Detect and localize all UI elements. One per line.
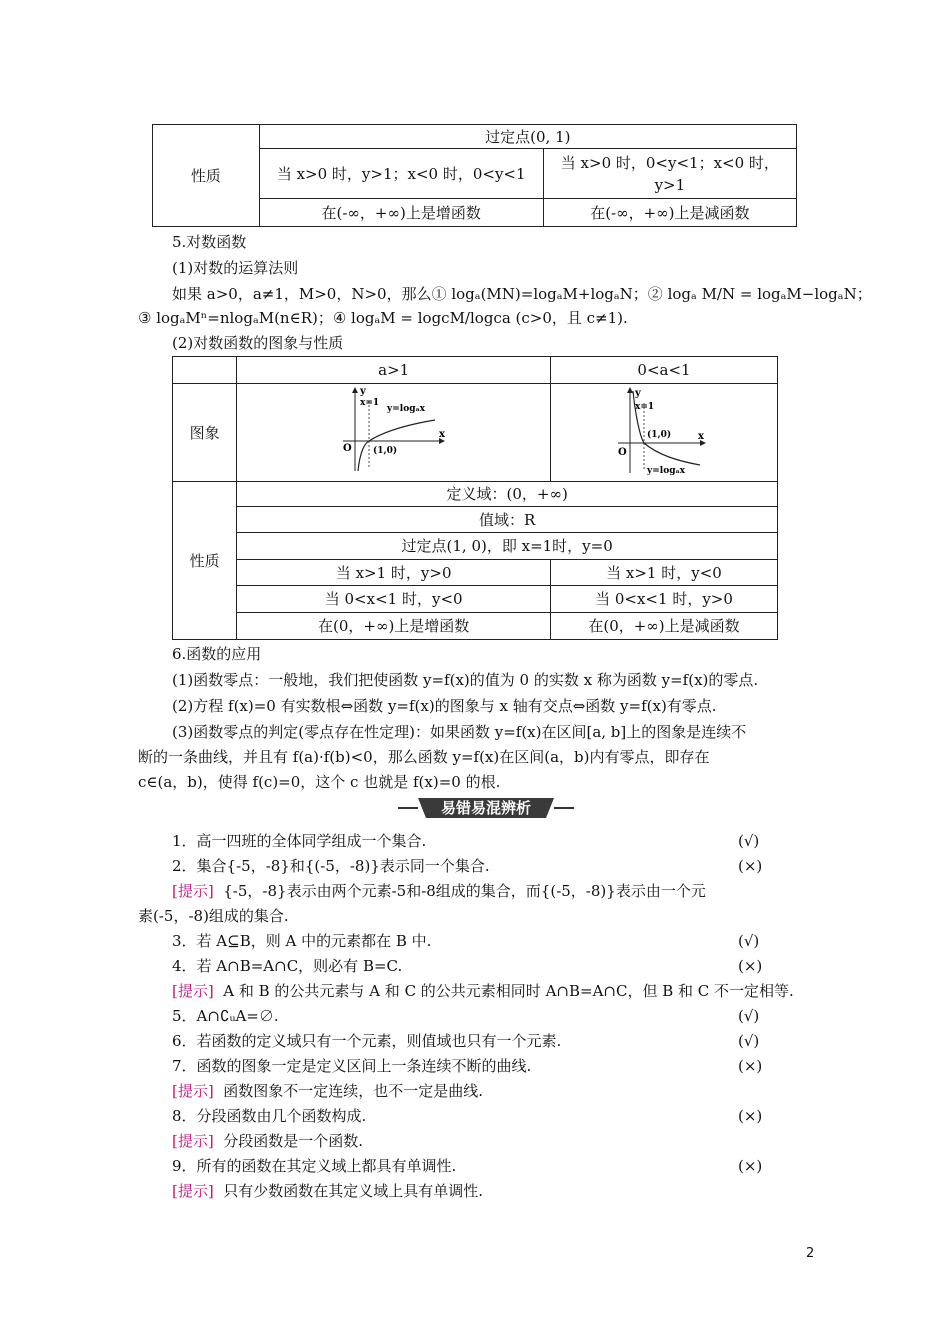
graph-left-y-label: y — [359, 385, 366, 397]
section6-p3c: c∈(a，b)，使得 f(c)=0，这个 c 也就是 f(x)=0 的根. — [138, 773, 501, 791]
quiz-q8-mark: (×) — [738, 1107, 763, 1125]
quiz-q2-mark: (×) — [738, 857, 763, 875]
log-properties-table — [172, 356, 778, 640]
quiz-q3: 3．若 A⊆B，则 A 中的元素都在 B 中. — [172, 932, 432, 950]
graph-left-x-label: x — [438, 428, 445, 440]
row-label-log-properties: 性质 — [173, 482, 237, 640]
header-a-gt-1: a>1 — [237, 357, 551, 384]
fixed-point-cell: 过定点(0, 1) — [259, 125, 796, 149]
quiz-q5: 5．A∩∁ᵤA=∅. — [172, 1007, 279, 1025]
log-rules-line1: 如果 a>0，a≠1，M>0，N>0，那么① logₐ(MN)=logₐM+logₐN；② logₐ M/N = logₐM−logₐN； — [172, 285, 872, 303]
graph-left-curve-label: y=logₐx — [386, 403, 425, 414]
banner-text: 易错易混辨析 — [440, 799, 532, 817]
page-number: 2 — [806, 1246, 815, 1261]
hint-q2-cont: 素(-5，-8)组成的集合. — [138, 907, 289, 925]
graph-left-origin: O — [342, 442, 352, 454]
quiz-q7: 7．函数的图象一定是定义区间上一条连续不断的曲线. — [172, 1057, 532, 1075]
section6-p3b: 断的一条曲线，并且有 f(a)·f(b)<0，那么函数 y=f(x)在区间(a，b)内有零点，即存在 — [138, 748, 710, 766]
hint-q4: [提示] A 和 B 的公共元素与 A 和 C 的公共元素相同时 A∩B=A∩C，但 B 和 C 不一定相等. — [172, 982, 794, 1000]
quiz-q3-mark: (√) — [738, 932, 760, 950]
graph-right-y-label: y — [635, 387, 641, 399]
log-rules-line2: ③ logₐMⁿ=nlogₐM(n∈R)；④ logₐM = logcM/logca (c>0，且 c≠1). — [138, 309, 628, 327]
left-monotonic-cell: 在(-∞，+∞)上是增函数 — [259, 199, 543, 227]
graph-right-origin: O — [618, 446, 627, 458]
x-gt-1-left-cell: 当 x>1 时，y>0 — [237, 560, 551, 586]
quiz-q5-mark: (√) — [738, 1007, 760, 1025]
section6-title: 6.函数的应用 — [172, 645, 262, 663]
section6-p1: (1)函数零点：一般地，我们把使函数 y=f(x)的值为 0 的实数 x 称为函数 y=f(x)的零点. — [172, 671, 759, 689]
quiz-q4-mark: (×) — [738, 957, 763, 975]
quiz-q6: 6．若函数的定义域只有一个元素，则值域也只有一个元素. — [172, 1032, 562, 1050]
log-mono-left-cell: 在(0，+∞)上是增函数 — [237, 613, 551, 640]
x-lt-1-right-cell: 当 0<x<1 时，y>0 — [551, 586, 778, 613]
quiz-q1: 1．高一四班的全体同学组成一个集合. — [172, 832, 427, 850]
error-banner — [398, 795, 574, 821]
graph-left-point-label: (1,0) — [372, 445, 397, 456]
graph-right-point-label: (1,0) — [647, 429, 672, 440]
fixed-point-log-cell: 过定点(1, 0)，即 x=1时，y=0 — [237, 533, 778, 560]
section6-p3a: (3)函数零点的判定(零点存在性定理)：如果函数 y=f(x)在区间[a, b]上的图象是连续不 — [172, 723, 747, 741]
hint-tag: [提示] — [172, 882, 214, 900]
hint-q2: [提示] {-5，-8}表示由两个元素-5和-8组成的集合，而{(-5，-8)}表示由一个元 — [172, 882, 706, 900]
exp-properties-table — [152, 124, 797, 227]
log-increasing-graph — [339, 385, 449, 475]
quiz-q6-mark: (√) — [738, 1032, 760, 1050]
x-gt-1-right-cell: 当 x>1 时，y<0 — [551, 560, 778, 586]
graph-right-curve-label: y=logₐx — [647, 465, 686, 475]
section6-p2: (2)方程 f(x)=0 有实数根⇔函数 y=f(x)的图象与 x 轴有交点⇔函数 y=f(x)有零点. — [172, 697, 717, 715]
graph-left-vline-label: x=1 — [359, 397, 379, 408]
section5-sub2: (2)对数函数的图象与性质 — [172, 334, 344, 352]
graph-right-x-label: x — [698, 430, 704, 442]
x-lt-1-left-cell: 当 0<x<1 时，y<0 — [237, 586, 551, 613]
range-cell: 值域：R — [237, 507, 778, 533]
graph-right-vline-label: x=1 — [635, 401, 655, 412]
hint-q9: [提示] 只有少数函数在其定义域上具有单调性. — [172, 1182, 484, 1200]
row-label-image: 图象 — [173, 384, 237, 482]
quiz-q9-mark: (×) — [738, 1157, 763, 1175]
quiz-q1-mark: (√) — [738, 832, 760, 850]
quiz-q9: 9．所有的函数在其定义域上都具有单调性. — [172, 1157, 457, 1175]
section5-title: 5.对数函数 — [172, 233, 247, 251]
right-condition-cell: 当 x>0 时，0<y<1；x<0 时，y>1 — [543, 149, 796, 199]
hint-q7: [提示] 函数图象不一定连续，也不一定是曲线. — [172, 1082, 484, 1100]
quiz-q8: 8．分段函数由几个函数构成. — [172, 1107, 367, 1125]
row-label-properties: 性质 — [153, 125, 260, 227]
hint-tag: [提示] — [172, 1082, 214, 1100]
quiz-q7-mark: (×) — [738, 1057, 763, 1075]
log-mono-right-cell: 在(0，+∞)上是减函数 — [551, 613, 778, 640]
right-monotonic-cell: 在(-∞，+∞)上是减函数 — [543, 199, 796, 227]
graph-decreasing-cell — [551, 384, 778, 482]
section5-sub1: (1)对数的运算法则 — [172, 259, 299, 277]
domain-cell: 定义域：(0，+∞) — [237, 482, 778, 507]
graph-increasing-cell — [237, 384, 551, 482]
hint-tag: [提示] — [172, 982, 214, 1000]
left-condition-cell: 当 x>0 时，y>1；x<0 时，0<y<1 — [259, 149, 543, 199]
quiz-q4: 4．若 A∩B=A∩C，则必有 B=C. — [172, 957, 403, 975]
log-decreasing-graph — [614, 385, 714, 475]
quiz-q2: 2．集合{-5，-8}和{(-5，-8)}表示同一个集合. — [172, 857, 490, 875]
header-a-lt-1: 0<a<1 — [551, 357, 778, 384]
hint-tag: [提示] — [172, 1132, 214, 1150]
hint-q8: [提示] 分段函数是一个函数. — [172, 1132, 364, 1150]
hint-tag: [提示] — [172, 1182, 214, 1200]
